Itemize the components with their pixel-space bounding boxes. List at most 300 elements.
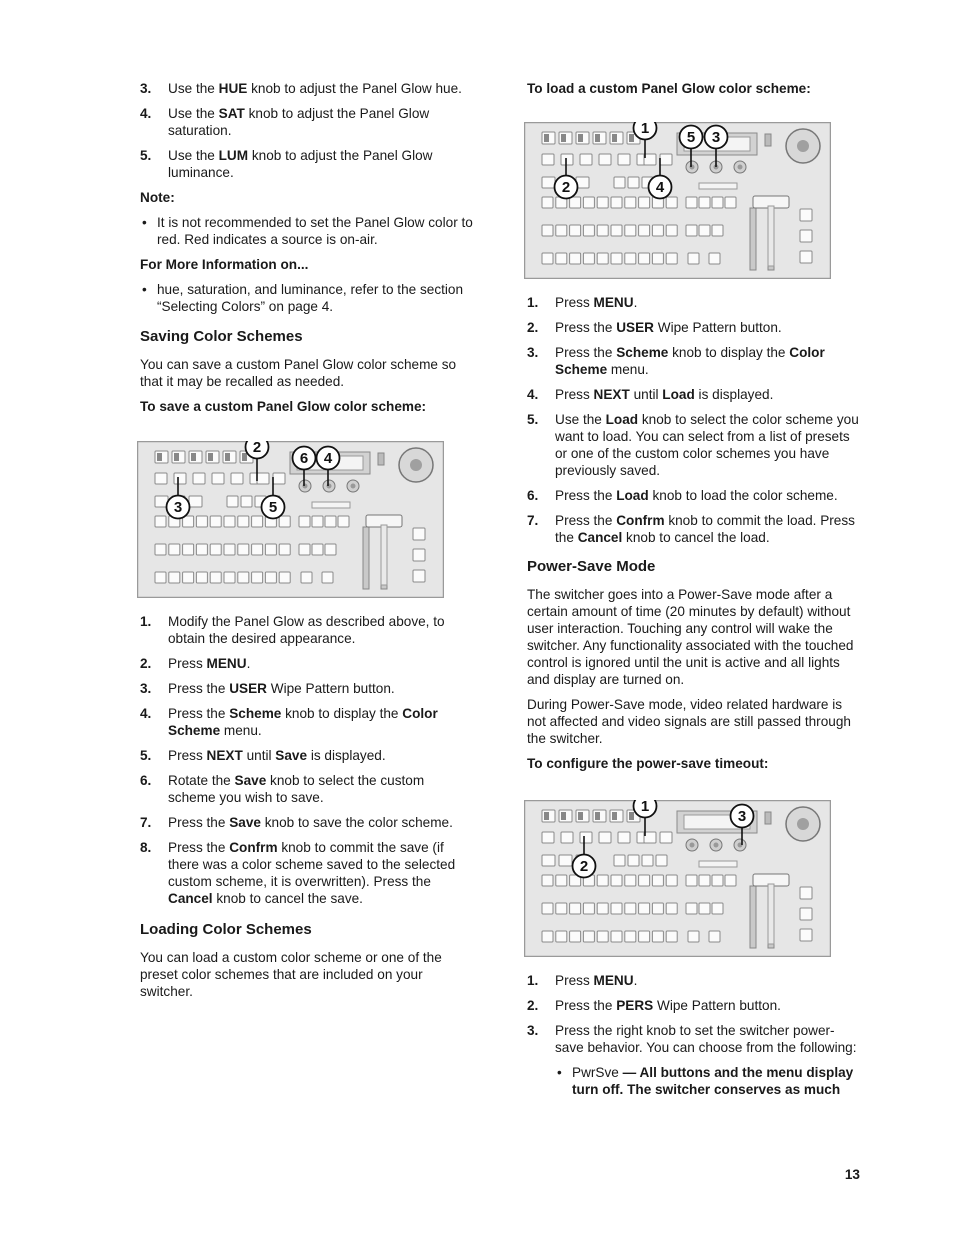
crosspoint-button — [666, 931, 677, 942]
more-info-label: For More Information on... — [140, 257, 309, 272]
pattern-glyph — [595, 812, 600, 820]
crosspoint-button — [583, 931, 594, 942]
crosspoint-button — [196, 544, 207, 555]
power-save-panel-illustration — [524, 800, 831, 957]
crosspoint-button — [611, 903, 622, 914]
bold-term: Cancel — [168, 891, 213, 906]
panel-button — [580, 832, 592, 843]
text-run: Press the — [168, 681, 230, 696]
callout-number: 5 — [268, 499, 278, 516]
step-number: 3. — [527, 1023, 539, 1038]
text-run: Wipe Pattern button. — [266, 681, 395, 696]
panel-button — [599, 154, 611, 165]
panel-button — [542, 832, 554, 843]
crosspoint-button — [556, 225, 567, 236]
power-save-option-list — [527, 1064, 862, 1098]
crosspoint-button — [570, 931, 581, 942]
pattern-glyph — [561, 812, 566, 820]
menu-knob-center — [351, 484, 356, 489]
pattern-glyph — [544, 134, 549, 142]
procedure-step — [527, 411, 862, 479]
procedure-step — [527, 386, 862, 403]
panel-button — [628, 855, 639, 866]
bold-term: Load — [662, 387, 695, 402]
text-run: Press — [555, 973, 594, 988]
tbar-slot-left — [750, 886, 756, 948]
pattern-glyph — [174, 453, 179, 461]
step-number: 2. — [527, 320, 539, 335]
note-label: Note: — [140, 190, 175, 205]
crosspoint-button — [279, 544, 290, 555]
pattern-glyph — [225, 453, 230, 461]
crosspoint-button — [542, 197, 553, 208]
menu-knob-center — [714, 843, 719, 848]
text-run: knob to display the — [281, 706, 403, 721]
crosspoint-button — [196, 572, 207, 583]
crosspoint-button — [666, 253, 677, 264]
bold-term: — All buttons and the menu display turn off. The switcher conserves as much — [572, 1065, 854, 1097]
crosspoint-button — [155, 516, 166, 527]
save-panel-illustration — [137, 441, 444, 598]
crosspoint-button — [639, 875, 650, 886]
crosspoint-button — [312, 544, 323, 555]
text-run: knob to adjust the Panel Glow hue. — [247, 81, 462, 96]
text-run: knob to select the color scheme you want to load. You can select from a list of presets or one of the custom color schemes you have previously saved. — [555, 412, 859, 478]
crosspoint-button — [686, 903, 697, 914]
crosspoint-button — [556, 875, 567, 886]
crosspoint-button — [597, 903, 608, 914]
text-run: Use the — [168, 148, 219, 163]
bold-term: Load — [616, 488, 649, 503]
crosspoint-button — [639, 903, 650, 914]
left-column — [140, 80, 475, 423]
text-run: . — [246, 656, 251, 671]
transition-button — [800, 908, 812, 920]
crosspoint-button — [712, 197, 723, 208]
callout-number: 2 — [561, 179, 571, 196]
crosspoint-button — [688, 931, 699, 942]
crosspoint-button — [597, 931, 608, 942]
step-number: 3. — [140, 81, 152, 96]
crosspoint-button — [639, 931, 650, 942]
panel-button — [155, 473, 167, 484]
crosspoint-button — [265, 572, 276, 583]
step-number: 4. — [527, 387, 539, 402]
saving-intro: You can save a custom Panel Glow color scheme so that it may be recalled as needed. — [140, 357, 457, 389]
crosspoint-button — [725, 875, 736, 886]
bullet-item — [140, 214, 475, 248]
panel-button — [542, 177, 555, 188]
text-run: knob to save the color scheme. — [260, 815, 453, 830]
crosspoint-button — [666, 875, 677, 886]
transition-button — [800, 251, 812, 263]
crosspoint-button — [583, 225, 594, 236]
step-number: 6. — [527, 488, 539, 503]
crosspoint-button — [597, 225, 608, 236]
indicator-light — [378, 453, 384, 465]
crosspoint-button — [570, 903, 581, 914]
pattern-glyph — [578, 812, 583, 820]
crosspoint-button — [611, 931, 622, 942]
save-procedure-label: To save a custom Panel Glow color scheme: — [140, 399, 427, 414]
crosspoint-button — [652, 903, 663, 914]
power-save-para-2: During Power-Save mode, video related hardware is not affected and video signals are still passed through the switcher. — [527, 697, 851, 746]
panel-button — [193, 473, 205, 484]
crosspoint-button — [301, 572, 312, 583]
right-column — [527, 80, 862, 105]
keyer-strip — [699, 861, 737, 867]
crosspoint-button — [652, 225, 663, 236]
procedure-step — [527, 294, 862, 311]
crosspoint-button — [625, 903, 636, 914]
crosspoint-button — [709, 931, 720, 942]
transition-button — [800, 887, 812, 899]
text-run: Press the — [555, 488, 617, 503]
bold-term: Save — [229, 815, 261, 830]
loading-intro: You can load a custom color scheme or one of the preset color schemes that are included on your switcher. — [140, 950, 442, 999]
menu-knob-center — [738, 165, 743, 170]
bold-term: NEXT — [206, 748, 243, 763]
crosspoint-button — [699, 903, 710, 914]
step-number: 7. — [140, 815, 152, 830]
crosspoint-button — [570, 197, 581, 208]
crosspoint-button — [299, 516, 310, 527]
crosspoint-button — [279, 572, 290, 583]
crosspoint-button — [556, 931, 567, 942]
power-save-para-1: The switcher goes into a Power-Save mode after a certain amount of time (20 minutes by default) without user interaction. Touching any control will wake the switcher. Any functionality associated with the touched control is ignored until the unit is active and all lights and display are turned on. — [527, 587, 854, 687]
step-number: 2. — [527, 998, 539, 1013]
crosspoint-button — [169, 572, 180, 583]
text-run: . — [633, 973, 638, 988]
pattern-glyph — [157, 453, 162, 461]
panel-button — [618, 832, 630, 843]
text-run: until — [629, 387, 663, 402]
bullet-icon: • — [142, 215, 147, 230]
crosspoint-button — [725, 197, 736, 208]
crosspoint-button — [238, 516, 249, 527]
step-number: 5. — [527, 412, 539, 427]
pattern-glyph — [208, 453, 213, 461]
power-save-step-list — [527, 972, 862, 1056]
step-number: 7. — [527, 513, 539, 528]
crosspoint-button — [625, 931, 636, 942]
procedure-step — [140, 613, 475, 647]
crosspoint-button — [224, 516, 235, 527]
callout-number: 3 — [173, 499, 183, 516]
step-number: 5. — [140, 148, 152, 163]
crosspoint-button — [252, 516, 263, 527]
panel-button — [212, 473, 224, 484]
crosspoint-button — [583, 197, 594, 208]
bold-term: Save — [234, 773, 267, 788]
panel-button — [227, 496, 238, 507]
bold-term: MENU — [593, 295, 634, 310]
text-run: Use the — [168, 81, 219, 96]
bold-term: Confrm — [229, 840, 278, 855]
step-number: 1. — [527, 295, 539, 310]
bold-term: NEXT — [593, 387, 630, 402]
bold-term: Load — [605, 412, 639, 427]
crosspoint-button — [542, 225, 553, 236]
callout-number: 3 — [711, 129, 721, 146]
panel-button — [642, 855, 653, 866]
text-run: Modify the Panel Glow as described above, to obtain the desired appearance. — [168, 614, 445, 646]
panel-button — [628, 177, 639, 188]
panel-button — [580, 154, 592, 165]
crosspoint-button — [583, 253, 594, 264]
crosspoint-button — [570, 253, 581, 264]
bold-term: USER — [616, 320, 654, 335]
crosspoint-button — [666, 225, 677, 236]
crosspoint-button — [666, 903, 677, 914]
crosspoint-button — [712, 903, 723, 914]
crosspoint-button — [699, 197, 710, 208]
crosspoint-button — [210, 516, 221, 527]
step-number: 1. — [140, 614, 152, 629]
text-run: knob to adjust the Panel Glow luminance. — [168, 148, 433, 180]
procedure-step — [527, 319, 862, 336]
text-run: Use the — [555, 412, 606, 427]
crosspoint-button — [325, 516, 336, 527]
bold-term: MENU — [206, 656, 247, 671]
text-run: is displayed. — [694, 387, 774, 402]
procedure-step — [140, 680, 475, 697]
crosspoint-button — [639, 253, 650, 264]
panel-button — [561, 832, 573, 843]
callout-number: 2 — [579, 858, 589, 875]
crosspoint-button — [652, 931, 663, 942]
callout-number: 5 — [686, 129, 696, 146]
save-step-list — [140, 613, 475, 907]
procedure-step — [140, 147, 475, 181]
crosspoint-button — [625, 225, 636, 236]
crosspoint-button — [625, 253, 636, 264]
tbar-shaft — [768, 884, 774, 944]
crosspoint-button — [299, 544, 310, 555]
panel-button — [174, 473, 186, 484]
crosspoint-button — [169, 544, 180, 555]
step-number: 4. — [140, 706, 152, 721]
page-number: 13 — [844, 1167, 860, 1182]
loading-heading: Loading Color Schemes — [140, 921, 312, 938]
text-run: knob to load the color scheme. — [648, 488, 838, 503]
panel-button — [257, 473, 269, 484]
procedure-step — [140, 839, 475, 907]
crosspoint-button — [652, 875, 663, 886]
indicator-light — [765, 812, 771, 824]
pattern-glyph — [595, 134, 600, 142]
procedure-step — [140, 655, 475, 672]
crosspoint-button — [252, 544, 263, 555]
load-procedure-label: To load a custom Panel Glow color scheme: — [527, 81, 811, 96]
bold-term: Confrm — [616, 513, 665, 528]
crosspoint-button — [686, 225, 697, 236]
pattern-glyph — [242, 453, 247, 461]
crosspoint-button — [712, 875, 723, 886]
crosspoint-button — [238, 572, 249, 583]
step-number: 3. — [140, 681, 152, 696]
text-run: Press — [555, 387, 594, 402]
step-number: 8. — [140, 840, 152, 855]
text-run: Press — [555, 295, 594, 310]
crosspoint-button — [155, 572, 166, 583]
crosspoint-button — [183, 572, 194, 583]
saving-heading: Saving Color Schemes — [140, 328, 303, 345]
procedure-step — [140, 772, 475, 806]
callout-number: 6 — [299, 450, 309, 467]
crosspoint-button — [155, 544, 166, 555]
text-run: Rotate the — [168, 773, 235, 788]
procedure-step — [527, 1022, 862, 1056]
text-run: It is not recommended to set the Panel Glow color to red. Red indicates a source is on-air. — [157, 215, 473, 247]
keyer-strip — [312, 502, 350, 508]
crosspoint-button — [325, 544, 336, 555]
text-run: is displayed. — [307, 748, 386, 763]
panel-button — [273, 473, 285, 484]
procedure-step — [140, 705, 475, 739]
procedure-step — [527, 344, 862, 378]
joystick-center — [410, 459, 422, 471]
crosspoint-button — [279, 516, 290, 527]
panel-button — [614, 855, 625, 866]
crosspoint-button — [686, 875, 697, 886]
panel-button — [542, 855, 555, 866]
transition-button — [800, 230, 812, 242]
crosspoint-button — [611, 875, 622, 886]
text-run: knob to cancel the load. — [622, 530, 770, 545]
bold-term: Cancel — [577, 530, 623, 545]
crosspoint-button — [625, 875, 636, 886]
text-run: Press — [168, 748, 207, 763]
bullet-item — [555, 1064, 862, 1098]
procedure-step — [140, 80, 475, 97]
control-panel-svg — [137, 441, 444, 598]
bold-term: SAT — [218, 106, 245, 121]
procedure-step — [140, 105, 475, 139]
procedure-step — [140, 747, 475, 764]
crosspoint-button — [597, 197, 608, 208]
panel-button — [189, 496, 202, 507]
text-run: menu. — [220, 723, 262, 738]
crosspoint-button — [570, 225, 581, 236]
bold-term: Color Scheme — [168, 706, 438, 738]
joystick-center — [797, 140, 809, 152]
crosspoint-button — [625, 197, 636, 208]
text-run: menu. — [607, 362, 649, 377]
bold-term: MENU — [593, 973, 634, 988]
crosspoint-button — [688, 253, 699, 264]
power-save-heading: Power-Save Mode — [527, 558, 656, 575]
crosspoint-button — [542, 931, 553, 942]
crosspoint-button — [252, 572, 263, 583]
crosspoint-button — [556, 253, 567, 264]
text-run: knob to commit the save (if there was a color scheme saved to the selected custom scheme, it is overwritten). Press the — [168, 840, 456, 889]
pattern-glyph — [629, 812, 634, 820]
text-run: Press the — [168, 706, 230, 721]
text-run: knob to commit the load. Press the — [555, 513, 855, 545]
crosspoint-button — [686, 197, 697, 208]
text-run: Press the — [555, 513, 617, 528]
step-number: 6. — [140, 773, 152, 788]
panel-button — [241, 496, 252, 507]
step-number: 5. — [140, 748, 152, 763]
bold-term: HUE — [218, 81, 248, 96]
text-run: Use the — [168, 106, 219, 121]
pattern-glyph — [612, 134, 617, 142]
crosspoint-button — [652, 253, 663, 264]
panel-button — [599, 832, 611, 843]
text-run: Press the — [555, 998, 617, 1013]
crosspoint-button — [611, 197, 622, 208]
crosspoint-button — [639, 197, 650, 208]
text-run: PwrSve — [572, 1065, 619, 1080]
text-run: until — [242, 748, 276, 763]
crosspoint-button — [556, 903, 567, 914]
panel-button — [660, 832, 672, 843]
callout-number: 2 — [252, 441, 262, 456]
crosspoint-button — [639, 225, 650, 236]
text-run: Wipe Pattern button. — [653, 320, 782, 335]
load-panel-illustration — [524, 122, 831, 279]
procedure-step — [527, 487, 862, 504]
step-number: 1. — [527, 973, 539, 988]
pattern-glyph — [629, 134, 634, 142]
intro-step-list — [140, 80, 475, 181]
indicator-light — [765, 134, 771, 146]
crosspoint-button — [699, 875, 710, 886]
control-panel-svg — [524, 122, 831, 279]
bullet-icon: • — [557, 1065, 562, 1080]
pattern-glyph — [612, 812, 617, 820]
procedure-step — [140, 814, 475, 831]
transition-button — [413, 528, 425, 540]
load-step-list — [527, 294, 862, 546]
transition-button — [800, 209, 812, 221]
crosspoint-button — [224, 544, 235, 555]
transition-button — [800, 929, 812, 941]
text-run: knob to adjust the Panel Glow saturation. — [168, 106, 430, 138]
more-info-bullet-list — [140, 281, 475, 315]
procedure-step — [527, 997, 862, 1014]
bold-term: Scheme — [616, 345, 669, 360]
bold-term: USER — [229, 681, 267, 696]
bold-term: Save — [275, 748, 308, 763]
pattern-glyph — [191, 453, 196, 461]
bold-term: Scheme — [229, 706, 282, 721]
crosspoint-button — [699, 225, 710, 236]
text-run: knob to cancel the save. — [212, 891, 363, 906]
menu-knob-center — [690, 843, 695, 848]
crosspoint-button — [709, 253, 720, 264]
keyer-strip — [699, 183, 737, 189]
panel-button — [614, 177, 625, 188]
callout-number: 1 — [640, 800, 650, 815]
crosspoint-button — [611, 253, 622, 264]
panel-button — [542, 154, 554, 165]
transition-button — [413, 549, 425, 561]
callout-number: 4 — [655, 179, 665, 196]
procedure-step — [527, 972, 862, 989]
crosspoint-button — [210, 572, 221, 583]
text-run: Wipe Pattern button. — [653, 998, 781, 1013]
callout-number: 1 — [640, 122, 650, 137]
pattern-glyph — [544, 812, 549, 820]
crosspoint-button — [265, 544, 276, 555]
crosspoint-button — [196, 516, 207, 527]
text-run: . — [633, 295, 638, 310]
crosspoint-button — [583, 903, 594, 914]
control-panel-svg — [524, 800, 831, 957]
